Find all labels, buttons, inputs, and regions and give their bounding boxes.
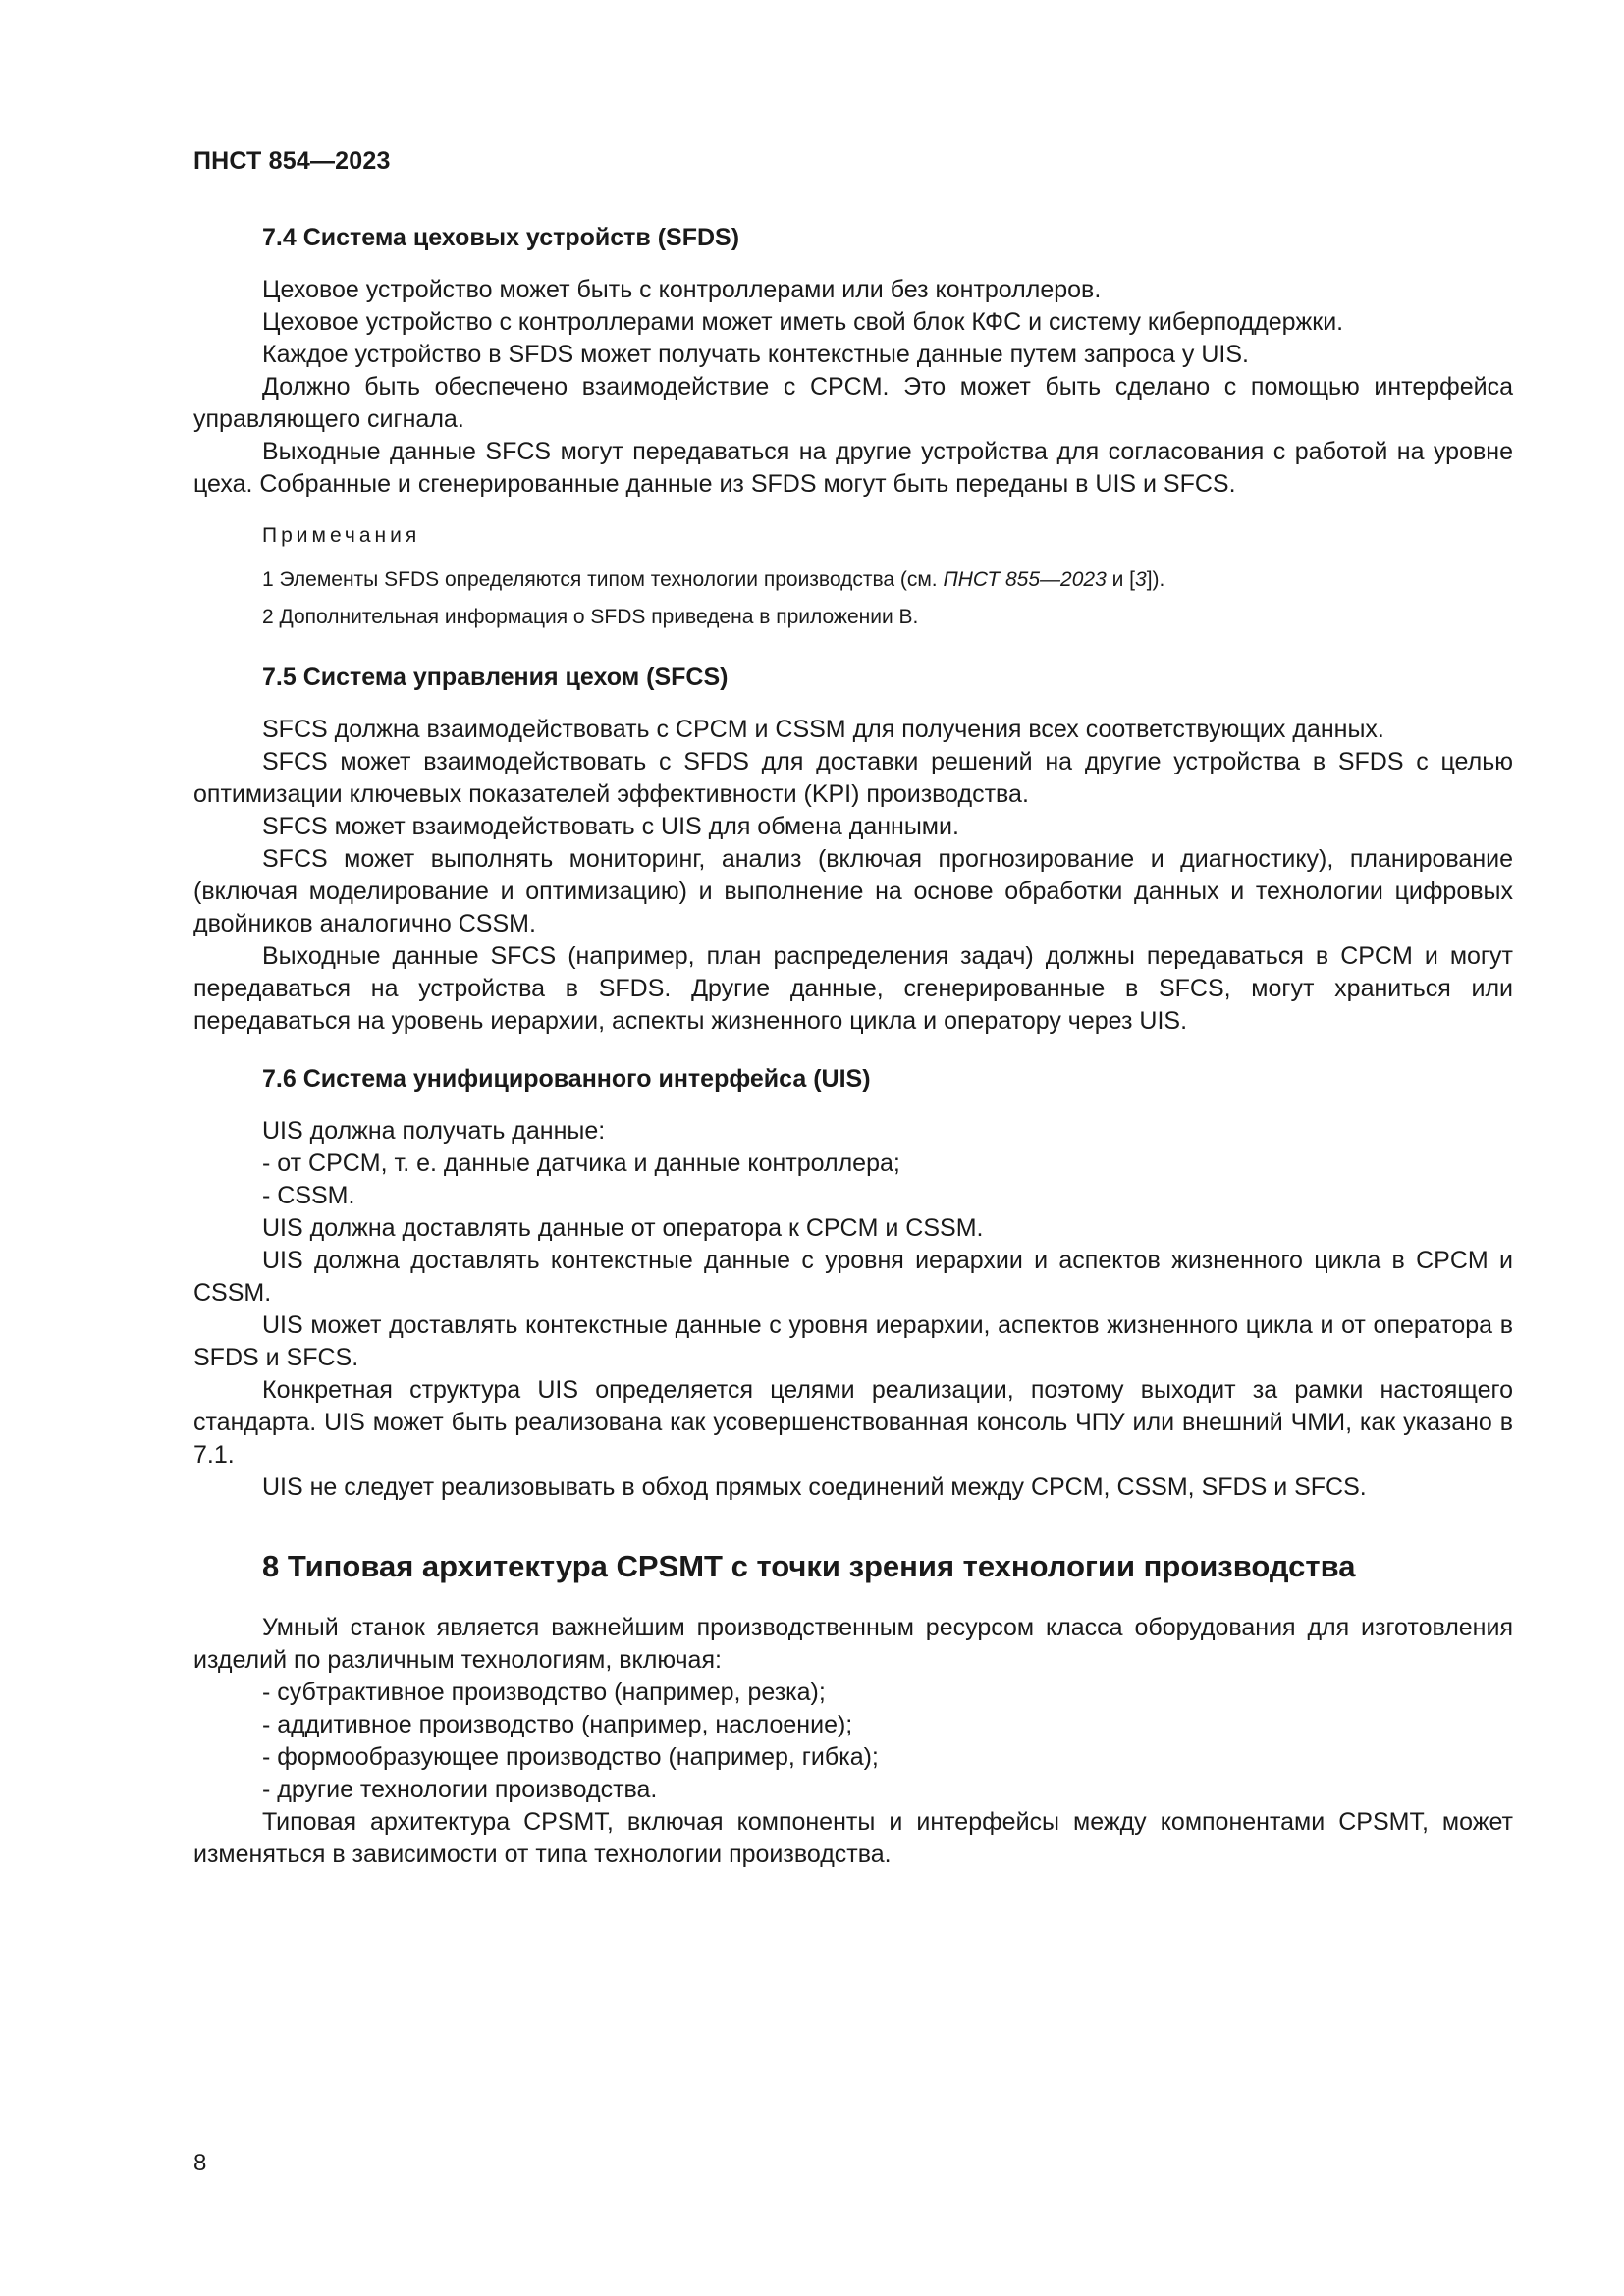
paragraph: UIS должна получать данные: bbox=[262, 1117, 606, 1145]
paragraph: SFCS должна взаимодействовать с CPCM и CSSM для получения всех соответствующих данных. bbox=[262, 716, 1384, 743]
paragraph: SFCS может взаимодействовать с SFDS для доставки решений на другие устройства в SFDS с целью оптимизации ключевых показателей эффективности (KPI) производства. bbox=[193, 748, 1513, 808]
paragraph: Должно быть обеспечено взаимодействие с CPCM. Это может быть сделано с помощью интерфейса управляющего сигнала. bbox=[193, 373, 1513, 433]
paragraph: Конкретная структура UIS определяется целями реализации, поэтому выходит за рамки настоящего стандарта. UIS может быть реализована как усовершенствованная консоль ЧПУ или внешний ЧМИ, как указано в 7.1. bbox=[193, 1376, 1513, 1468]
paragraph: Выходные данные SFCS могут передаваться на другие устройства для согласования с работой на уровне цеха. Собранные и сгенерированные данные из SFDS могут быть переданы в UIS и SFCS. bbox=[193, 438, 1513, 498]
paragraph: UIS должна доставлять контекстные данные с уровня иерархии и аспектов жизненного цикла в CPCM и CSSM. bbox=[193, 1247, 1513, 1307]
note-text: 1 Элементы SFDS определяются типом технологии производства (см. bbox=[262, 568, 944, 591]
page-number: 8 bbox=[193, 2150, 207, 2176]
note-text: ]). bbox=[1146, 568, 1165, 591]
paragraph: UIS не следует реализовывать в обход прямых соединений между CPCM, CSSM, SFDS и SFCS. bbox=[262, 1473, 1367, 1501]
section-7-4 bbox=[193, 224, 1513, 636]
paragraph: Умный станок является важнейшим производственным ресурсом класса оборудования для изготовления изделий по различным технологиям, включая: bbox=[193, 1614, 1513, 1674]
section-title: 7.6 Система унифицированного интерфейса (UIS) bbox=[262, 1065, 871, 1093]
list-item: - CSSM. bbox=[262, 1182, 355, 1209]
section-8 bbox=[193, 1549, 1513, 1871]
paragraph: Выходные данные SFCS (например, план распределения задач) должны передаваться в CPCM и могут передаваться на устройства в SFDS. Другие данные, сгенерированные в SFCS, могут храниться или передаваться на уровень иерархии, аспекты жизненного цикла и оператору через UIS. bbox=[193, 942, 1513, 1035]
list-item: - субтрактивное производство (например, резка); bbox=[262, 1679, 826, 1706]
paragraph: Каждое устройство в SFDS может получать контекстные данные путем запроса у UIS. bbox=[262, 341, 1249, 368]
chapter-title: 8 Типовая архитектура CPSMT с точки зрения технологии производства bbox=[262, 1549, 1356, 1583]
list-item: - аддитивное производство (например, наслоение); bbox=[262, 1711, 853, 1738]
paragraph: UIS может доставлять контекстные данные с уровня иерархии, аспектов жизненного цикла и от оператора в SFDS и SFCS. bbox=[193, 1311, 1513, 1371]
paragraph: Цеховое устройство с контроллерами может иметь свой блок КФС и систему киберподдержки. bbox=[262, 308, 1344, 336]
note-text: и [ bbox=[1106, 568, 1135, 591]
paragraph: SFCS может взаимодействовать с UIS для обмена данными. bbox=[262, 813, 959, 840]
note-1 bbox=[262, 561, 1513, 599]
bibliography-reference: 3 bbox=[1135, 568, 1147, 591]
list-item: - другие технологии производства. bbox=[262, 1776, 658, 1803]
document-body bbox=[193, 224, 1513, 1871]
paragraph: Типовая архитектура CPSMT, включая компоненты и интерфейсы между компонентами CPSMT, может изменяться в зависимости от типа технологии производства. bbox=[193, 1808, 1513, 1868]
list-item: - от CPCM, т. е. данные датчика и данные контроллера; bbox=[262, 1149, 900, 1177]
paragraph: Цеховое устройство может быть с контроллерами или без контроллеров. bbox=[262, 276, 1102, 303]
note-2: 2 Дополнительная информация о SFDS приведена в приложении В. bbox=[262, 606, 919, 628]
section-title: 7.4 Система цеховых устройств (SFDS) bbox=[262, 224, 740, 251]
section-title: 7.5 Система управления цехом (SFCS) bbox=[262, 664, 729, 691]
document-header: ПНСТ 854—2023 bbox=[193, 147, 391, 175]
paragraph: SFCS может выполнять мониторинг, анализ (включая прогнозирование и диагностику), планирование (включая моделирование и оптимизацию) и выполнение на основе обработки данных и технологии цифровых двойников аналогично CSSM. bbox=[193, 845, 1513, 937]
section-7-6 bbox=[193, 1065, 1513, 1504]
notes-title: Примечания bbox=[262, 524, 421, 547]
paragraph: UIS должна доставлять данные от оператора к CPCM и CSSM. bbox=[262, 1214, 984, 1242]
section-7-5 bbox=[193, 664, 1513, 1038]
note-reference: ПНСТ 855—2023 bbox=[943, 568, 1107, 591]
list-item: - формообразующее производство (например, гибка); bbox=[262, 1743, 879, 1771]
